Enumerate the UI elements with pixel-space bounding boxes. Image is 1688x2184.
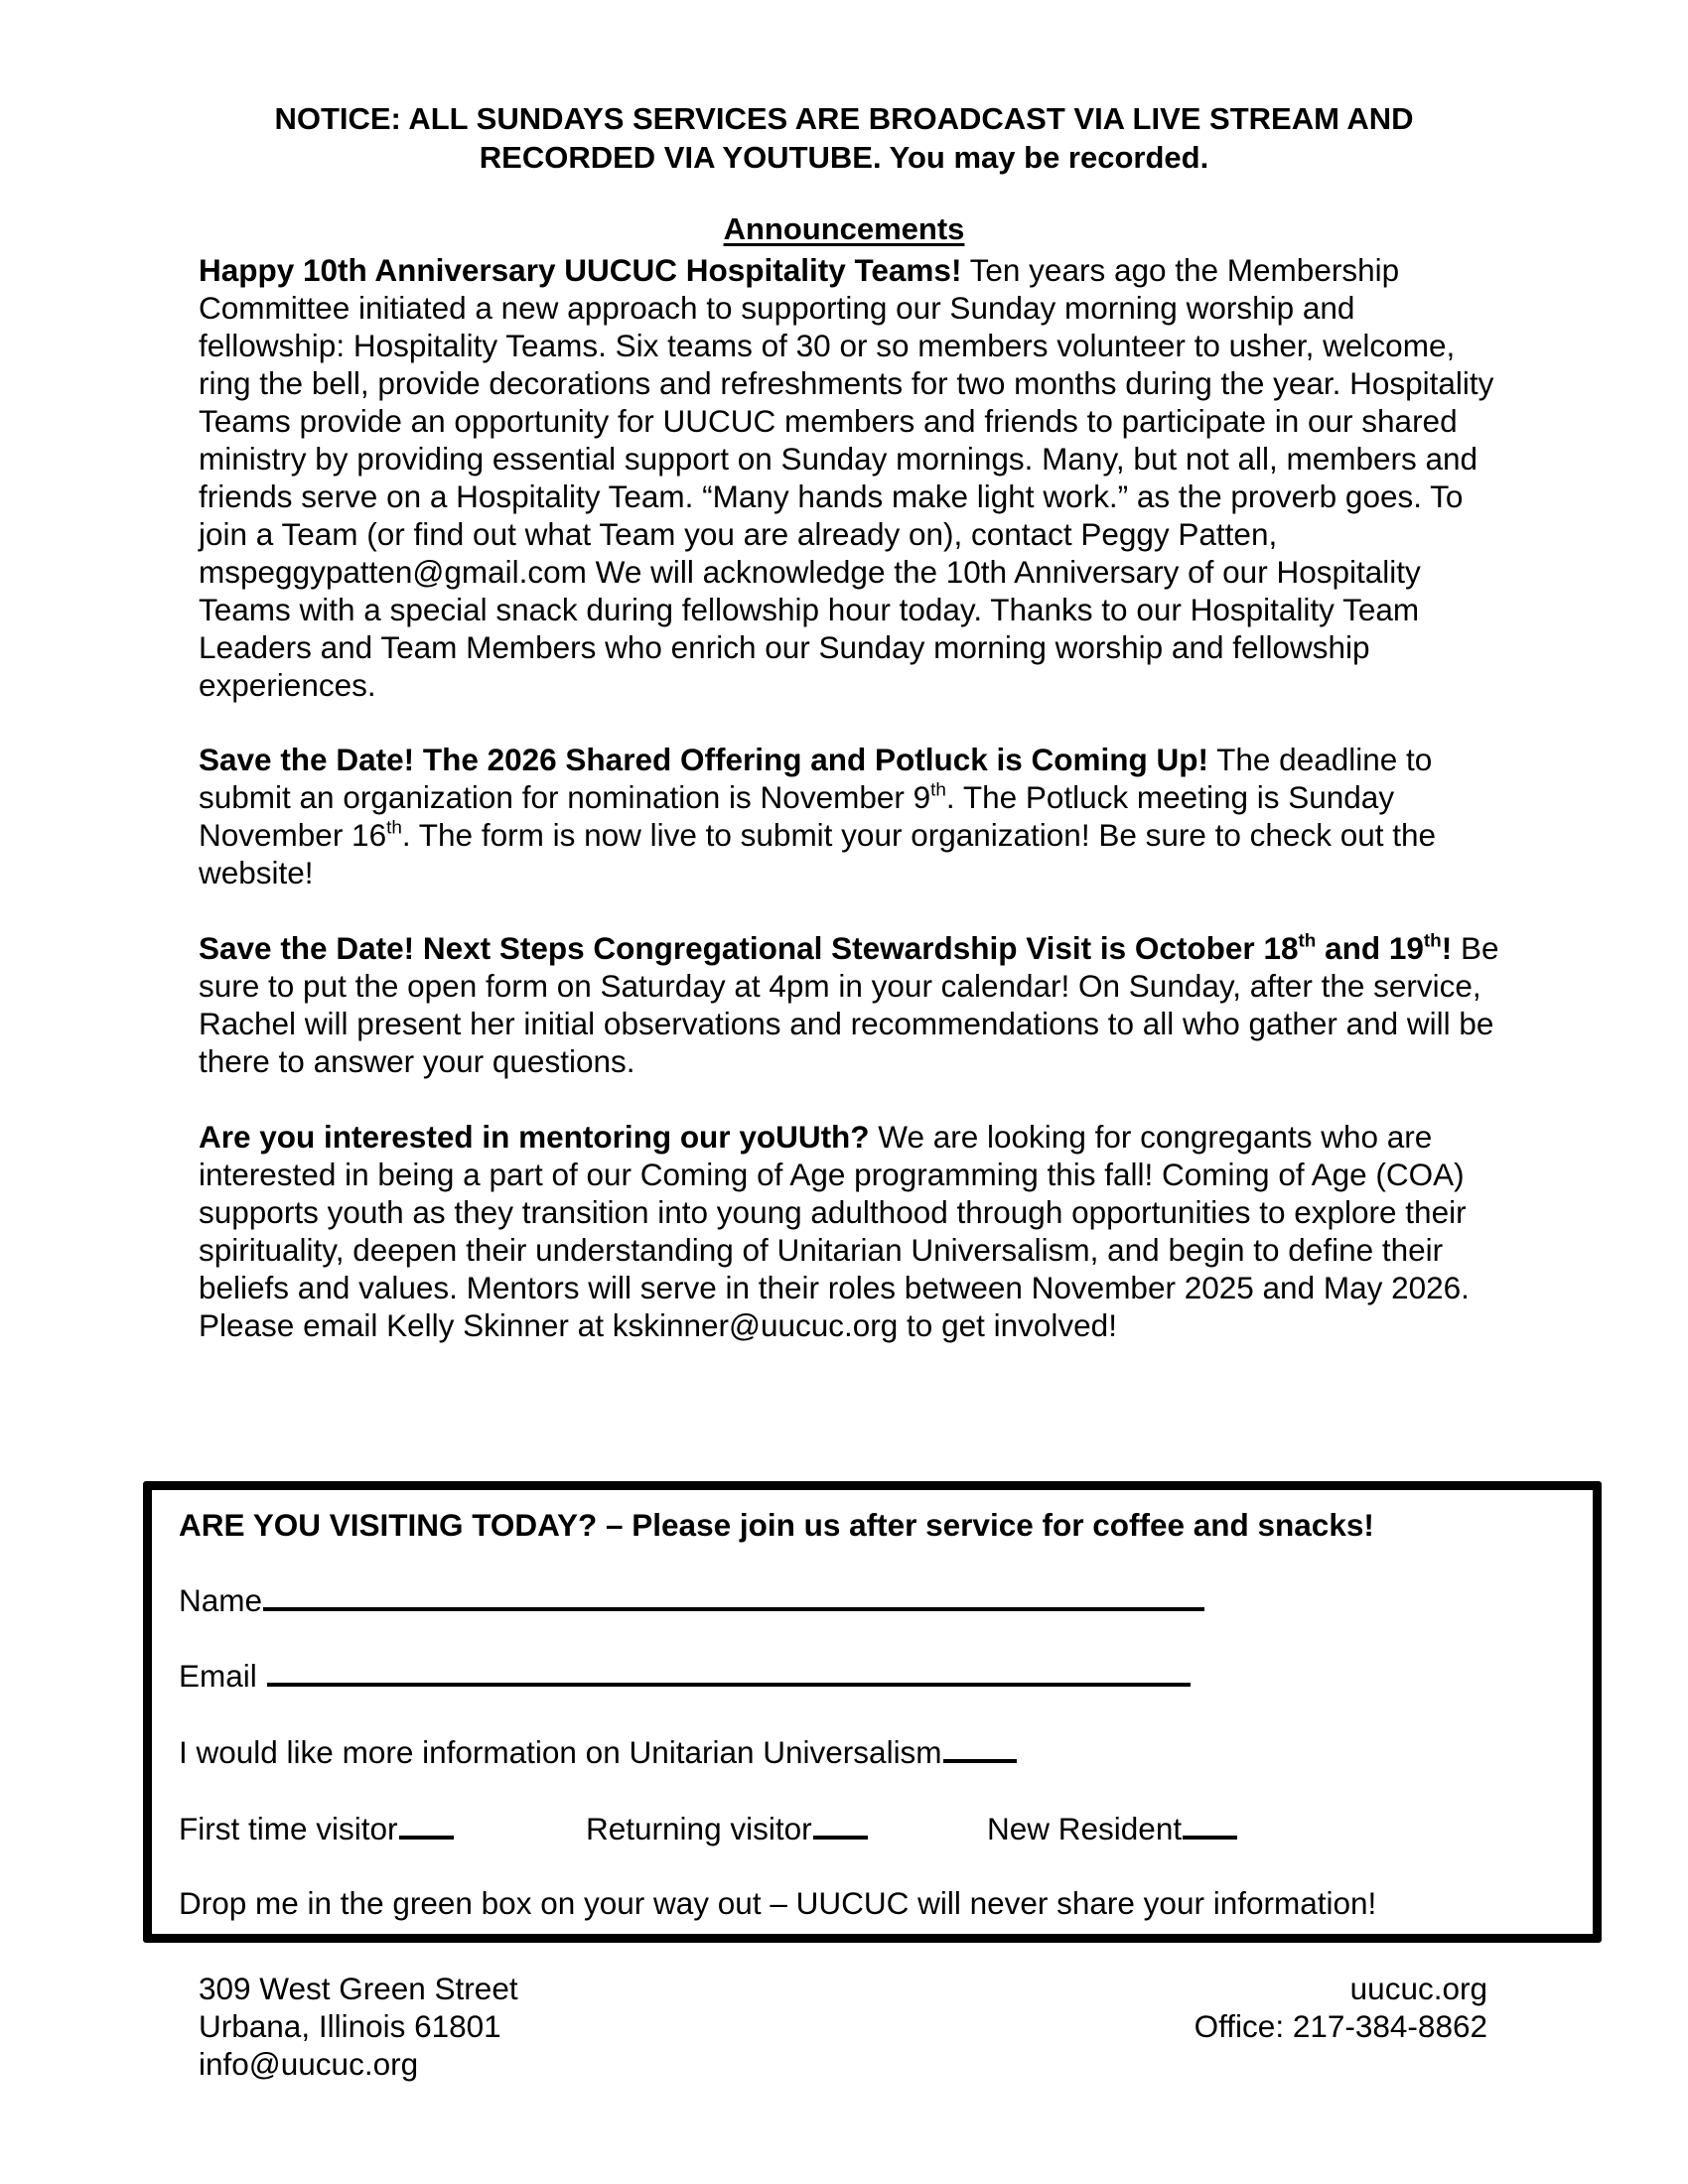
ordinal-suffix: th bbox=[386, 817, 402, 839]
footer-email: info@uucuc.org bbox=[199, 2046, 419, 2082]
announcement-body: We are looking for congregants who are interested in being a part of our Coming of Age programming this fall! Coming of Age (COA) supports youth as they transition into young adulthood through opportunities to explore their spirituality, deepen their understanding of Unitarian Universalism, and begin to define their beliefs and values. Mentors will serve in their roles between November 2025 and May 2026. Please email Kelly Skinner at kskinner@uucuc.org to get involved! bbox=[199, 1119, 1470, 1343]
address-line-1: 309 West Green Street bbox=[199, 1971, 518, 2006]
announcements-title: Announcements bbox=[723, 211, 965, 246]
new-resident-label: New Resident bbox=[987, 1811, 1183, 1846]
new-resident-blank[interactable] bbox=[1183, 1810, 1237, 1840]
email-field-row bbox=[179, 1657, 1191, 1695]
notice-line-1: NOTICE: ALL SUNDAYS SERVICES ARE BROADCAST VIA LIVE STREAM AND bbox=[274, 101, 1414, 136]
announcement-hospitality-teams bbox=[199, 251, 1499, 704]
announcement-title bbox=[199, 930, 1452, 966]
announcement-title: Happy 10th Anniversary UUCUC Hospitality Teams! bbox=[199, 252, 962, 288]
name-label: Name bbox=[179, 1582, 263, 1618]
first-time-visitor-label: First time visitor bbox=[179, 1811, 398, 1846]
visitor-card-title: ARE YOU VISITING TODAY? – Please join us after service for coffee and snacks! bbox=[179, 1507, 1374, 1543]
returning-visitor-blank[interactable] bbox=[813, 1810, 868, 1840]
announcement-body: . The form is now live to submit your organization! Be sure to check out the website! bbox=[199, 817, 1437, 890]
announcement-youth-mentoring bbox=[199, 1118, 1499, 1344]
announcement-body: . The Potluck meeting is Sunday November 16 bbox=[199, 779, 1395, 853]
announcement-title: Are you interested in mentoring our yoUUth? bbox=[199, 1119, 870, 1155]
more-info-blank[interactable] bbox=[943, 1733, 1017, 1763]
first-time-visitor-option bbox=[179, 1810, 454, 1847]
announcement-body: Be sure to put the open form on Saturday at 4pm in your calendar! On Sunday, after the service, Rachel will present her initial observations and recommendations to all who gather and will be there to answer your questions. bbox=[199, 930, 1499, 1079]
returning-visitor-label: Returning visitor bbox=[586, 1811, 812, 1846]
title-part: and 19 bbox=[1316, 930, 1424, 966]
more-info-row bbox=[179, 1733, 1017, 1771]
title-part: ! bbox=[1441, 930, 1453, 966]
name-field-blank[interactable] bbox=[263, 1581, 1204, 1611]
ordinal-suffix: th bbox=[1423, 930, 1442, 952]
footer-website: uucuc.org bbox=[1349, 1971, 1487, 2006]
announcement-shared-offering bbox=[199, 741, 1499, 891]
footer-phone: Office: 217-384-8862 bbox=[1194, 2008, 1487, 2044]
broadcast-notice bbox=[149, 99, 1539, 177]
returning-visitor-option bbox=[586, 1810, 868, 1847]
drop-box-note: Drop me in the green box on your way out – UUCUC will never share your information! bbox=[179, 1885, 1377, 1921]
title-part: Save the Date! Next Steps Congregational Stewardship Visit is October 18 bbox=[199, 930, 1299, 966]
announcement-body: Ten years ago the Membership Committee initiated a new approach to supporting our Sunday morning worship and fellowship: Hospitality Teams. Six teams of 30 or so members volunteer to usher, welcome, ring the bell, provide decorations and refreshments for two months during the year. Hospitality Teams provide an opportunity for UUCUC members and friends to participate in our shared ministry by providing essential support on Sunday mornings. Many, but not all, members and friends serve on a Hospitality Team. “Many hands make light work.” as the proverb goes. To join a Team (or find out what Team you are already on), contact Peggy Patten, mspeggypatten@gmail.com We will acknowledge the 10th Anniversary of our Hospitality Teams with a special snack during fellowship hour today. Thanks to our Hospitality Team Leaders and Team Members who enrich our Sunday morning worship and fellowship experiences. bbox=[199, 252, 1494, 703]
email-label: Email bbox=[179, 1658, 257, 1694]
footer-address bbox=[199, 1970, 518, 2083]
email-field-blank[interactable] bbox=[267, 1657, 1191, 1687]
notice-line-2: RECORDED VIA YOUTUBE. You may be recorded. bbox=[479, 140, 1209, 175]
announcements-heading bbox=[149, 210, 1539, 248]
ordinal-suffix: th bbox=[930, 779, 946, 801]
announcement-body: The deadline to submit an organization for nomination is November 9 bbox=[199, 742, 1433, 815]
first-time-visitor-blank[interactable] bbox=[399, 1810, 454, 1840]
footer-contact bbox=[1195, 1970, 1487, 2045]
announcement-stewardship-visit bbox=[199, 929, 1499, 1080]
name-field-row bbox=[179, 1581, 1204, 1619]
address-line-2: Urbana, Illinois 61801 bbox=[199, 2008, 501, 2044]
new-resident-option bbox=[987, 1810, 1237, 1847]
ordinal-suffix: th bbox=[1298, 930, 1317, 952]
announcement-title: Save the Date! The 2026 Shared Offering and Potluck is Coming Up! bbox=[199, 742, 1208, 777]
more-info-label: I would like more information on Unitarian Universalism bbox=[179, 1734, 942, 1770]
visitor-card bbox=[143, 1481, 1602, 1943]
